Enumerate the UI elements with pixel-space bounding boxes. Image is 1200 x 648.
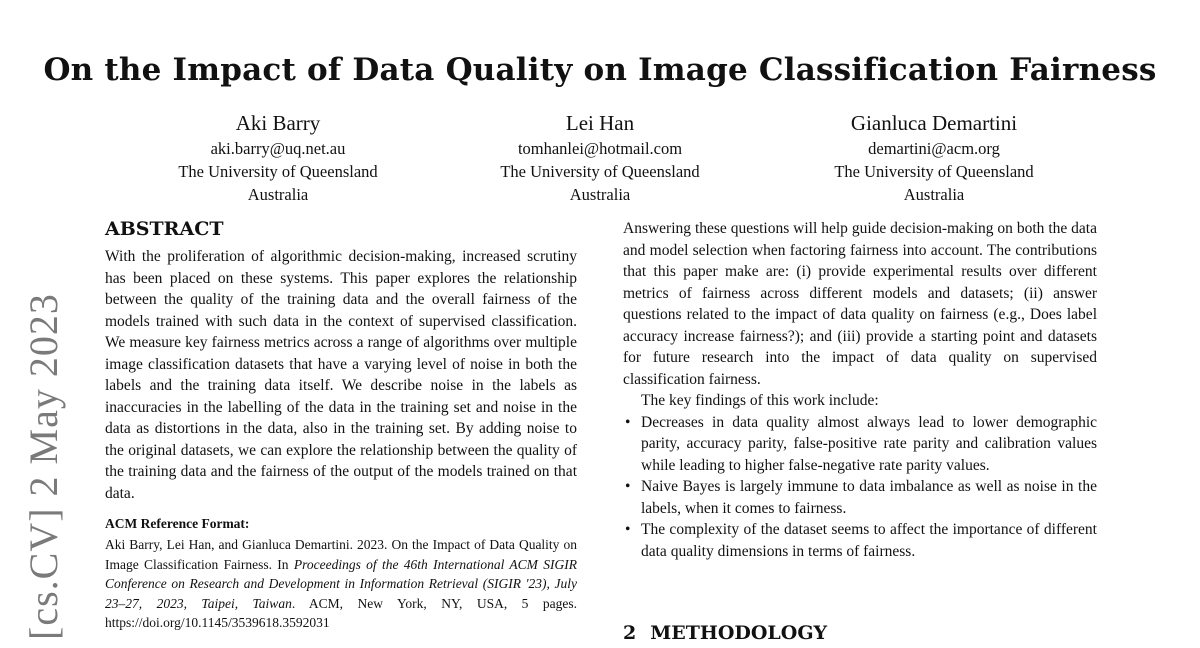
reference-format-heading: ACM Reference Format: — [105, 516, 250, 531]
reference-suffix: . ACM, New York, NY, USA, 5 pages. https://doi.org/10.1145/3539618.3592031 — [105, 595, 577, 630]
bullet-icon: • — [625, 478, 631, 495]
left-column — [105, 218, 577, 633]
author-name: Lei Han — [565, 111, 635, 135]
key-findings-intro: The key findings of this work include: — [641, 392, 879, 409]
abstract-text: With the proliferation of algorithmic decision-making, increased scrutiny has been placed on these systems. This paper explores the relationship between the quality of the training data and the overall fairness of the models trained with such data in the context of supervised classification. We measure key fairness metrics across a range of algorithms over multiple image classification datasets that have a varying level of noise in both the labels and the training data itself. We describe noise in the labels as inaccuracies in the labelling of the data in the training set and noise in the data as distortions in the data, also in the training set. By adding noise to the original datasets, we can explore the relationship between the quality of the training data and the fairness of the output of the models trained on that data. — [105, 248, 577, 502]
author-country: Australia — [903, 185, 965, 204]
author-block-3 — [774, 110, 1094, 206]
list-item — [623, 476, 1097, 519]
author-name: Aki Barry — [235, 111, 321, 135]
list-item — [623, 519, 1097, 562]
author-email: demartini@acm.org — [868, 139, 1000, 158]
author-affiliation: The University of Queensland — [834, 162, 1034, 181]
author-email: tomhanlei@hotmail.com — [517, 139, 683, 158]
author-block-1 — [118, 110, 438, 206]
reference-format-text — [105, 535, 577, 633]
contributions-paragraph: Answering these questions will help guide decision-making on both the data and model selection when factoring fairness into account. The contributions that this paper make are: (i) provide experimental results over different metrics of fairness across different models and datasets; (ii) answer questions related to the impact of data quality on fairness (e.g., Does label accuracy increase fairness?); and (iii) provide a starting point and datasets for future research into the impact of data quality on supervised classification fairness. — [623, 220, 1097, 388]
author-affiliation: The University of Queensland — [500, 162, 700, 181]
author-country: Australia — [569, 185, 631, 204]
section-2-heading — [623, 622, 827, 644]
right-column — [623, 218, 1097, 562]
paper-title: On the Impact of Data Quality on Image Classification Fairness — [43, 52, 1157, 88]
bullet-icon: • — [625, 413, 631, 431]
finding-text: The complexity of the dataset seems to affect the importance of different data quality dimensions in terms of fairness. — [641, 521, 1097, 560]
finding-text: Naive Bayes is largely immune to data imbalance as well as noise in the labels, when it comes to fairness. — [641, 478, 1097, 517]
author-affiliation: The University of Queensland — [178, 162, 378, 181]
section-title: METHODOLOGY — [650, 622, 828, 644]
author-email: aki.barry@uq.net.au — [210, 139, 346, 158]
author-country: Australia — [247, 185, 309, 204]
key-findings-list — [623, 412, 1097, 563]
author-name: Gianluca Demartini — [850, 111, 1018, 135]
abstract-heading: ABSTRACT — [105, 218, 224, 240]
author-block-2 — [440, 110, 760, 206]
list-item — [623, 412, 1097, 477]
reference-venue: Proceedings of the 46th International ACM SIGIR Conference on Research and Development in Information Retrieval (SIGIR '23), July 23–27, 2023, Taipei, Taiwan — [105, 556, 577, 611]
finding-text: Decreases in data quality almost always lead to lower demographic parity, accuracy parity, false-positive rate parity and calibration values while leading to higher false-negative rate parity values. — [641, 413, 1097, 474]
bullet-icon: • — [625, 521, 631, 538]
section-number: 2 — [623, 622, 637, 644]
arxiv-stamp: [cs.CV] 2 May 2023 — [21, 293, 66, 640]
reference-prefix: Aki Barry, Lei Han, and Gianluca Demartini. 2023. On the Impact of Data Quality on Image Classification Fairness. In — [105, 537, 577, 572]
